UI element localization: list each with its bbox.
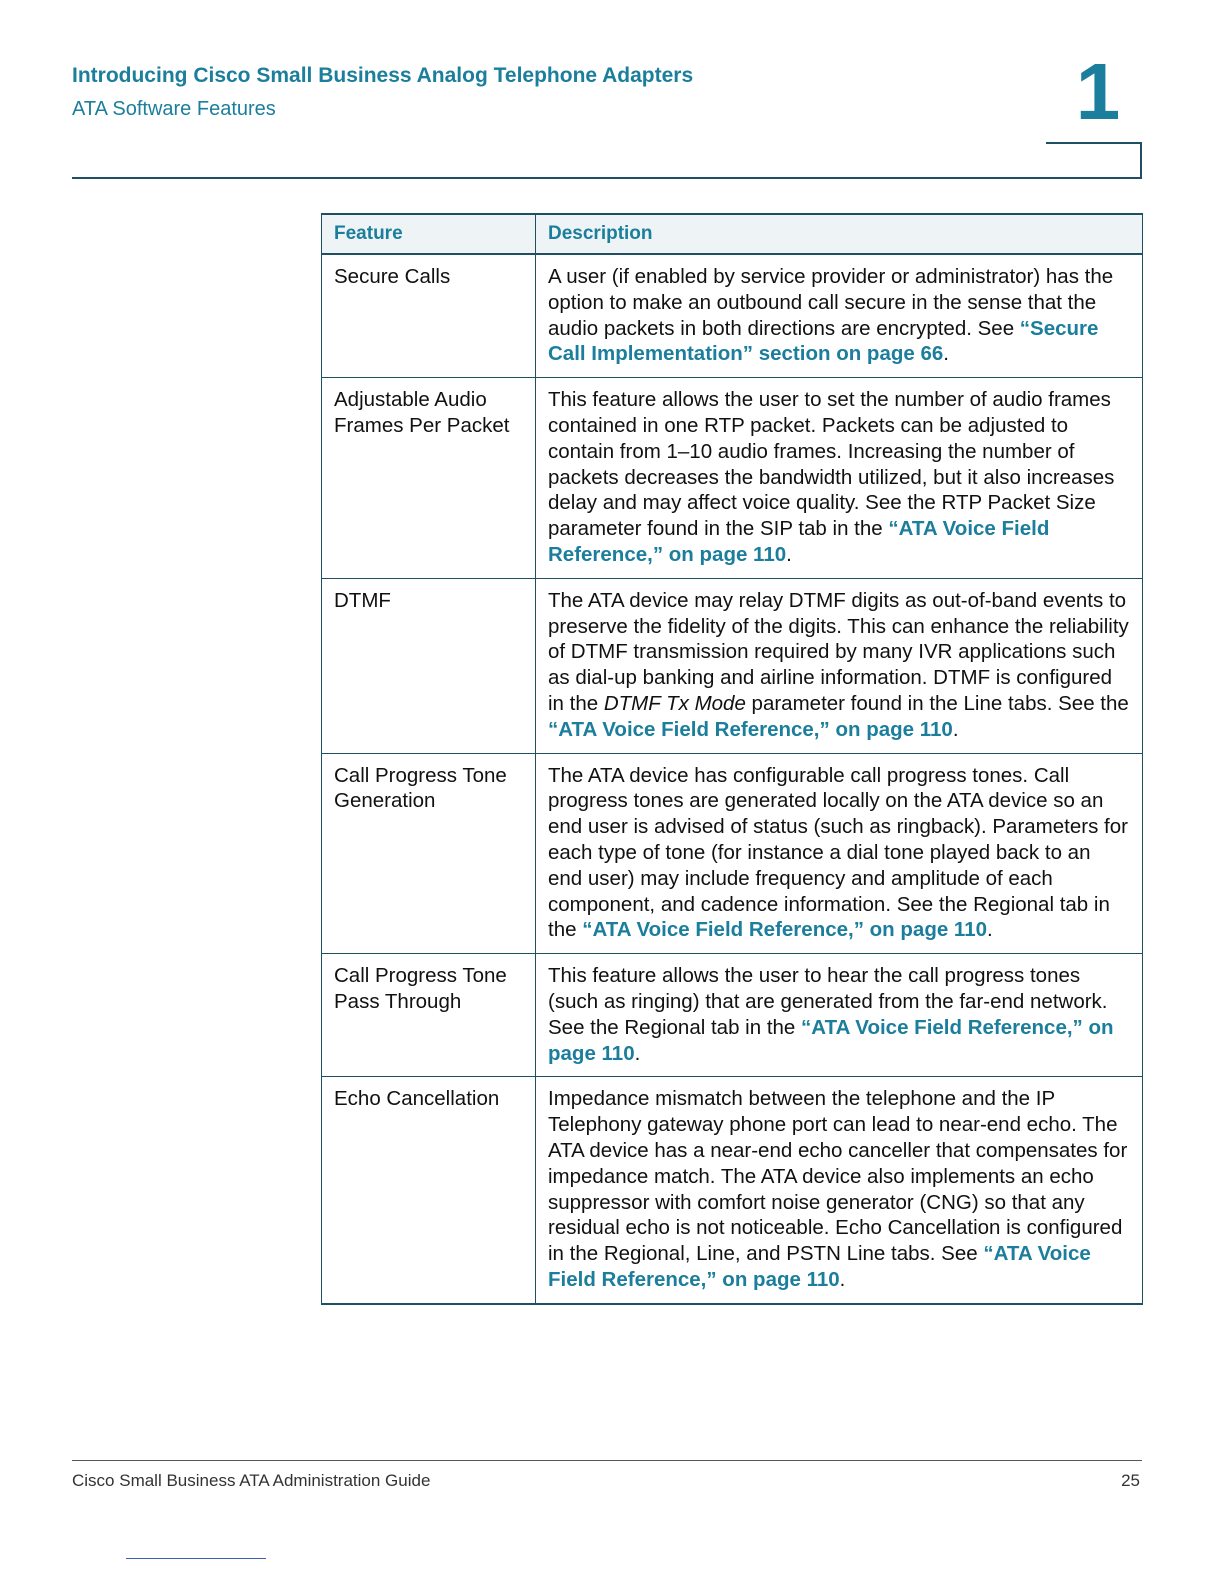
bottom-edge-mark	[126, 1558, 266, 1559]
footer-divider	[72, 1460, 1142, 1461]
chapter-number: 1	[1075, 47, 1121, 136]
feature-cell: Echo Cancellation	[322, 1077, 536, 1304]
description-text: .	[943, 342, 949, 366]
column-header-description: Description	[536, 214, 1143, 254]
header-divider	[72, 177, 1142, 179]
description-cell	[536, 954, 1143, 1077]
cross-reference-link[interactable]: “ATA Voice Field Reference,” on page 110	[548, 717, 953, 741]
description-cell	[536, 378, 1143, 579]
feature-cell: Call Progress Tone Pass Through	[322, 954, 536, 1077]
table-row	[322, 378, 1143, 579]
feature-cell: Call Progress Tone Generation	[322, 753, 536, 954]
cross-reference-link[interactable]: “ATA Voice Field Reference,” on page 110	[548, 1015, 1114, 1065]
table-body	[322, 254, 1143, 1304]
table-row	[322, 254, 1143, 378]
feature-cell: Adjustable Audio Frames Per Packet	[322, 378, 536, 579]
description-text: Impedance mismatch between the telephone and the IP Telephony gateway phone port can lead to near-end echo. The ATA device has a near-end echo canceller that compensates for impedance match. The ATA device also implements an echo suppressor with comfort noise generator (CNG) so that any residual echo is not noticeable. Echo Cancellation is configured in the Regional, Line, and PSTN Line tabs. See	[548, 1087, 1128, 1266]
parameter-name: DTMF Tx Mode	[603, 691, 746, 715]
description-text: .	[839, 1267, 846, 1291]
description-text: .	[987, 918, 993, 942]
table-row	[322, 954, 1143, 1077]
description-text: .	[786, 542, 792, 566]
description-cell	[536, 254, 1143, 378]
table-row	[322, 753, 1143, 954]
page-number: 25	[1121, 1471, 1140, 1490]
description-cell	[536, 1077, 1143, 1304]
cross-reference-link[interactable]: “ATA Voice Field Reference,” on page 110	[548, 517, 1050, 566]
table-header-row	[322, 214, 1143, 254]
description-cell	[536, 578, 1143, 753]
description-text: parameter found in the Line tabs. See the	[745, 691, 1129, 715]
feature-cell: DTMF	[322, 578, 536, 753]
cross-reference-link[interactable]: “ATA Voice Field Reference,” on page 110	[548, 1242, 1091, 1291]
cross-reference-link[interactable]: “ATA Voice Field Reference,” on page 110	[582, 918, 988, 942]
cross-reference-link[interactable]: “Secure Call Implementation” section on page 66	[548, 316, 1099, 366]
description-text: The ATA device may relay DTMF digits as out-of-band events to preserve the fidelity of the digits. This can enhance the reliability of DTMF transmission required by many IVR applications such as dial-up banking and airline information. DTMF is configured in the	[548, 588, 1129, 715]
chapter-title: Introducing Cisco Small Business Analog Telephone Adapters	[72, 64, 694, 87]
footer-guide-title: Cisco Small Business ATA Administration Guide	[72, 1471, 431, 1490]
description-text: The ATA device has configurable call progress tones. Call progress tones are generated locally on the ATA device so an end user is advised of status (such as ringback). Parameters for each type of tone (for instance a dial tone played back to an end user) may include frequency and amplitude of each component, and cadence information. See the Regional tab in the	[548, 763, 1128, 942]
description-cell	[536, 753, 1143, 954]
description-text: .	[952, 717, 959, 741]
table-row	[322, 578, 1143, 753]
column-header-feature: Feature	[322, 214, 536, 254]
description-text: This feature allows the user to hear the call progress tones (such as ringing) that are generated from the far-end network. See the Regional tab in the	[548, 964, 1108, 1039]
table-row	[322, 1077, 1143, 1304]
description-text: A user (if enabled by service provider or administrator) has the option to make an outbound call secure in the sense that the audio packets in both directions are encrypted. See	[548, 265, 1114, 340]
description-text: This feature allows the user to set the number of audio frames contained in one RTP packet. Packets can be adjusted to contain from 1–10 audio frames. Increasing the number of packets decreases the bandwidth utilized, but it also increases delay and may affect voice quality. See the RTP Packet Size parameter found in the SIP tab in the	[548, 388, 1115, 541]
chapter-tab-frame	[1046, 142, 1142, 178]
description-text: .	[634, 1041, 641, 1065]
feature-table	[321, 213, 1143, 1305]
section-title: ATA Software Features	[72, 98, 276, 120]
feature-cell: Secure Calls	[322, 254, 536, 378]
